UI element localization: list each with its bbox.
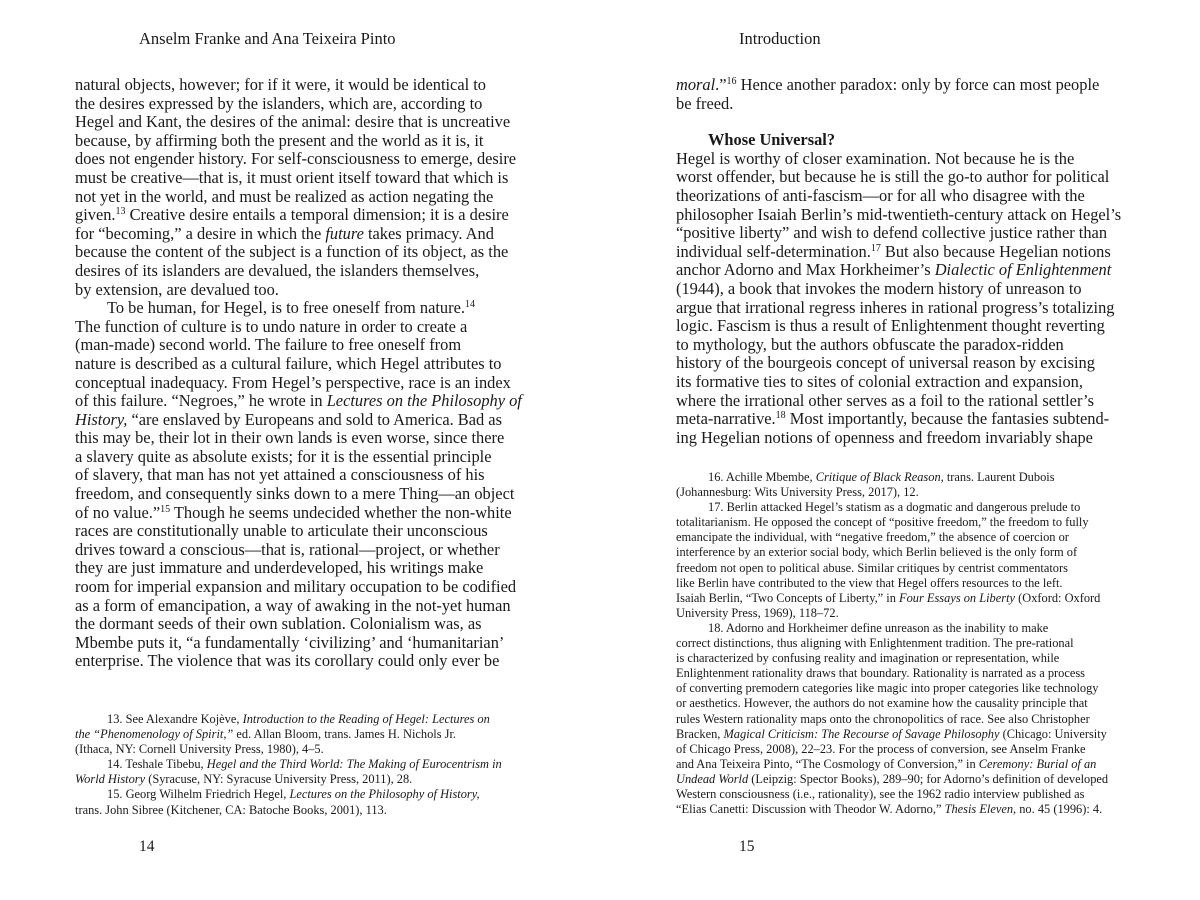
text-line: drives toward a conscious—that is, rational—project, or whether xyxy=(75,539,500,559)
book-title: History, xyxy=(75,409,128,429)
footnote-18 xyxy=(676,621,1151,817)
text-run: (Oxford: Oxford xyxy=(1015,590,1101,605)
footnote-line: (Johannesburg: Wits University Press, 2017), 12. xyxy=(676,485,919,500)
text-line: nature is described as a cultural failure, which Hegel attributes to xyxy=(75,353,502,373)
text-run: takes primacy. And xyxy=(363,223,494,243)
footnote-line: totalitarianism. He opposed the concept of “positive freedom,” the freedom to fully xyxy=(676,515,1089,530)
footnote-line: University Press, 1969), 118–72. xyxy=(676,605,839,620)
text-line xyxy=(676,410,1151,429)
footnote-13 xyxy=(75,712,550,757)
left-page xyxy=(75,0,550,900)
book-title: Dialectic of Enlightenment xyxy=(934,260,1112,280)
footnote-line xyxy=(75,757,550,772)
text-line: theorizations of anti-fascism—or for all who disagree with the xyxy=(676,185,1085,205)
text-run: “Elias Canetti: Discussion with Theodor W. Adorno,” xyxy=(676,802,945,817)
text-run: 13. See Alexandre Kojève, xyxy=(107,712,243,726)
footnote-line xyxy=(75,787,550,802)
text-line xyxy=(75,206,550,225)
footnote-line: of converting premodern categories like magic into proper categories like technology xyxy=(676,681,1099,696)
text-line xyxy=(75,411,550,430)
text-line: the desires expressed by the islanders, which are, according to xyxy=(75,93,483,113)
text-run: But also because Hegelian notions xyxy=(880,241,1111,261)
text-run: of this failure. “Negroes,” he wrote in xyxy=(75,391,327,411)
footnote-line xyxy=(676,802,1151,817)
text-run: Bracken, xyxy=(676,726,724,741)
footnote-line: 17. Berlin attacked Hegel’s statism as a dogmatic and dangerous prelude to xyxy=(708,500,1081,515)
text-line: ing Hegelian notions of openness and freedom invariably shape xyxy=(676,427,1093,447)
text-line: (man-made) second world. The failure to free oneself from xyxy=(75,335,462,355)
text-line: philosopher Isaiah Berlin’s mid-twentieth-century attack on Hegel’s xyxy=(676,204,1122,224)
text-line: freedom, and consequently sinks down to a mere Thing—an object xyxy=(75,484,515,504)
footnote-line: freedom not open to political abuse. Similar critiques by centrist commentators xyxy=(676,560,1068,575)
book-title: the “Phenomenology of Spirit,” xyxy=(75,727,234,742)
footnote-14 xyxy=(75,757,550,787)
text-run: 15. Georg Wilhelm Friedrich Hegel, xyxy=(107,787,290,802)
text-run: and Ana Teixeira Pinto, “The Cosmology of Conversion,” in xyxy=(676,756,979,771)
text-line xyxy=(676,243,1151,262)
text-run: To be human, for Hegel, is to free oneself from nature. xyxy=(107,298,465,318)
footnote-line xyxy=(676,470,1151,485)
text-run: .” xyxy=(715,75,727,94)
footnote-line: is characterized by confusing reality and imagination or representation, while xyxy=(676,651,1060,666)
footnote-line: rules Western rationality maps onto the chronopolitics of race. See also Christopher xyxy=(676,711,1090,726)
text-run: Isaiah Berlin, “Two Concepts of Liberty,” in xyxy=(676,590,900,605)
text-line: they are just immature and underdeveloped, his writings make xyxy=(75,558,484,578)
text-line xyxy=(676,76,1151,95)
text-line: does not engender history. For self-consciousness to emerge, desire xyxy=(75,149,517,169)
footnote-ref-17[interactable]: 17 xyxy=(870,242,881,254)
book-title: Magical Criticism: The Recourse of Savage Philosophy xyxy=(723,726,1000,741)
text-line: logic. Fascism is thus a result of Enlightenment thought reverting xyxy=(676,316,1105,336)
text-line xyxy=(75,392,550,411)
footnote-line xyxy=(75,772,550,787)
text-line xyxy=(75,504,550,523)
text-line: races are constitutionally unable to articulate their unconscious xyxy=(75,521,488,541)
footnote-line: like Berlin have contributed to the view that Hegel offers resources to the left. xyxy=(676,575,1063,590)
footnote-line xyxy=(676,757,1151,772)
text-run: no. 45 (1996): 4. xyxy=(1016,802,1103,817)
footnotes-right xyxy=(676,470,1151,817)
text-run: ed. Allan Bloom, trans. James H. Nichols Jr. xyxy=(233,727,456,742)
text-run: Most importantly, because the fantasies subtend- xyxy=(785,409,1110,429)
footnote-ref-15[interactable]: 15 xyxy=(160,503,171,515)
book-title: Lectures on the Philosophy of xyxy=(326,391,522,411)
text-run: anchor Adorno and Max Horkheimer’s xyxy=(676,260,935,280)
text-line: as a form of emancipation, a way of awaking in the not-yet human xyxy=(75,595,511,615)
footnotes-left xyxy=(75,712,550,818)
text-line: a slavery quite as absolute exists; for it is the essential principle xyxy=(75,446,492,466)
text-line: room for imperial expansion and military occupation to be codified xyxy=(75,577,517,597)
text-line: because the content of the subject is a function of its object, as the xyxy=(75,242,509,262)
text-line: Hegel and Kant, the desires of the animal: desire that is uncreative xyxy=(75,112,511,132)
footnote-line: (Ithaca, NY: Cornell University Press, 1980), 4–5. xyxy=(75,742,324,757)
text-run: for “becoming,” a desire in which the xyxy=(75,223,326,243)
right-page xyxy=(676,0,1151,900)
text-line: be freed. xyxy=(676,93,734,113)
footnote-17 xyxy=(676,500,1151,621)
page-number-left: 14 xyxy=(139,838,155,855)
text-run: individual self-determination. xyxy=(676,241,871,261)
book-title: Critique of Black Reason, xyxy=(815,470,944,484)
text-line: of slavery, that man has not yet attained a consciousness of his xyxy=(75,465,485,485)
text-line: enterprise. The violence that was its corollary could only ever be xyxy=(75,651,500,671)
footnote-15 xyxy=(75,787,550,817)
page-number-right: 15 xyxy=(739,838,755,855)
book-title: Four Essays on Liberty xyxy=(899,590,1016,605)
emphasis: future xyxy=(325,223,364,243)
footnote-line: correct distinctions, thus aligning with Enlightenment tradition. The pre-rational xyxy=(676,636,1074,651)
text-run: “are enslaved by Europeans and sold to America. Bad as xyxy=(127,409,502,429)
text-run: meta-narrative. xyxy=(676,409,776,429)
text-line: must be creative—that is, it must orient itself toward that which is xyxy=(75,167,509,187)
footnote-line: 18. Adorno and Horkheimer define unreason as the inability to make xyxy=(708,620,1049,635)
book-title: Hegel and the Third World: The Making of Eurocentrism in xyxy=(206,757,502,772)
text-run: 16. Achille Mbembe, xyxy=(708,470,816,484)
book-title: Thesis Eleven, xyxy=(944,802,1017,817)
running-head-left: Anselm Franke and Ana Teixeira Pinto xyxy=(139,29,396,48)
book-title: Introduction to the Reading of Hegel: Lectures on xyxy=(242,712,490,726)
text-run: trans. Laurent Dubois xyxy=(943,470,1055,484)
text-line: argue that irrational regress inheres in rational progress’s totalizing xyxy=(676,297,1115,317)
footnote-ref-13[interactable]: 13 xyxy=(115,206,126,218)
book-title: World History xyxy=(75,772,146,787)
book-title: Undead World xyxy=(676,771,749,786)
text-run: Creative desire entails a temporal dimension; it is a desire xyxy=(125,205,509,225)
footnote-line: Enlightenment rationality draws that boundary. Rationality is narrated as a process xyxy=(676,666,1086,681)
text-line: The function of culture is to undo nature in order to create a xyxy=(75,316,468,336)
footnote-line: of Chicago Press, 2008), 22–23. For the process of conversion, see Anselm Franke xyxy=(676,741,1086,756)
book-title: Ceremony: Burial of an xyxy=(978,756,1097,771)
footnote-line xyxy=(75,727,550,742)
text-line: where the irrational other serves as a foil to the rational settler’s xyxy=(676,390,1094,410)
section-heading: Whose Universal? xyxy=(708,130,836,150)
footnote-line xyxy=(676,727,1151,742)
text-line: “positive liberty” and wish to defend collective justice rather than xyxy=(676,223,1108,243)
text-line: the dormant seeds of their own sublation. Colonialism was, as xyxy=(75,614,482,634)
text-line: its formative ties to sites of colonial extraction and expansion, xyxy=(676,371,1083,391)
text-run: (Chicago: University xyxy=(999,726,1107,741)
footnote-line xyxy=(676,591,1151,606)
text-run: Hence another paradox: only by force can most people xyxy=(736,75,1100,94)
footnote-line: trans. John Sibree (Kitchener, CA: Batoche Books, 2001), 113. xyxy=(75,802,387,817)
footnote-line xyxy=(75,712,550,727)
text-line: this may be, their lot in their own lands is even worse, since there xyxy=(75,428,505,448)
footnote-16 xyxy=(676,470,1151,500)
text-line: history of the bourgeois concept of universal reason by excising xyxy=(676,353,1095,373)
footnote-line: or aesthetics. However, the authors do not examine how the causality principle that xyxy=(676,696,1088,711)
footnote-line: Western consciousness (i.e., rationality), see the 1962 radio interview published as xyxy=(676,786,1085,801)
text-line: desires of its islanders are devalued, the islanders themselves, xyxy=(75,260,480,280)
text-line: conceptual inadequacy. From Hegel’s perspective, race is an index xyxy=(75,372,511,392)
text-line: Mbembe puts it, “a fundamentally ‘civilizing’ and ‘humanitarian’ xyxy=(75,632,505,652)
text-run: of no value.” xyxy=(75,502,161,522)
footnote-ref-16[interactable]: 16 xyxy=(726,76,737,87)
body-text-right xyxy=(676,76,1151,447)
text-line: (1944), a book that invokes the modern history of unreason to xyxy=(676,278,1082,298)
footnote-line xyxy=(676,772,1151,787)
text-line: natural objects, however; for if it were, it would be identical to xyxy=(75,75,486,94)
text-line xyxy=(75,299,550,318)
text-run: (Leipzig: Spector Books), 289–90; for Adorno’s definition of developed xyxy=(748,771,1109,786)
text-run: 14. Teshale Tibebu, xyxy=(107,757,207,772)
text-line: Hegel is worthy of closer examination. Not because he is the xyxy=(676,148,1075,168)
text-line: to mythology, but the authors obfuscate the paradox-ridden xyxy=(676,334,1064,354)
text-run: (Syracuse, NY: Syracuse University Press, 2011), 28. xyxy=(145,772,413,787)
footnote-ref-14[interactable]: 14 xyxy=(464,299,475,311)
text-line: because, by affirming both the present and the world as it is, it xyxy=(75,130,484,150)
text-line xyxy=(676,261,1151,280)
text-line: worst offender, but because he is still the go-to author for political xyxy=(676,167,1110,187)
text-line: by extension, are devalued too. xyxy=(75,279,279,299)
text-line: not yet in the world, and must be realized as action negating the xyxy=(75,186,494,206)
footnote-line: emancipate the individual, with “negative freedom,” the absence of coercion or xyxy=(676,530,1069,545)
text-run: Though he seems undecided whether the non-white xyxy=(170,502,512,522)
book-title: Lectures on the Philosophy of History, xyxy=(289,787,480,802)
emphasis: moral xyxy=(676,75,716,94)
text-run: given. xyxy=(75,205,116,225)
footnote-line: interference by an exterior social body, which Berlin believed is the only form of xyxy=(676,545,1078,560)
footnote-ref-18[interactable]: 18 xyxy=(775,410,786,422)
running-head-right: Introduction xyxy=(739,29,821,48)
body-text-left xyxy=(75,76,550,671)
text-line xyxy=(75,225,550,244)
